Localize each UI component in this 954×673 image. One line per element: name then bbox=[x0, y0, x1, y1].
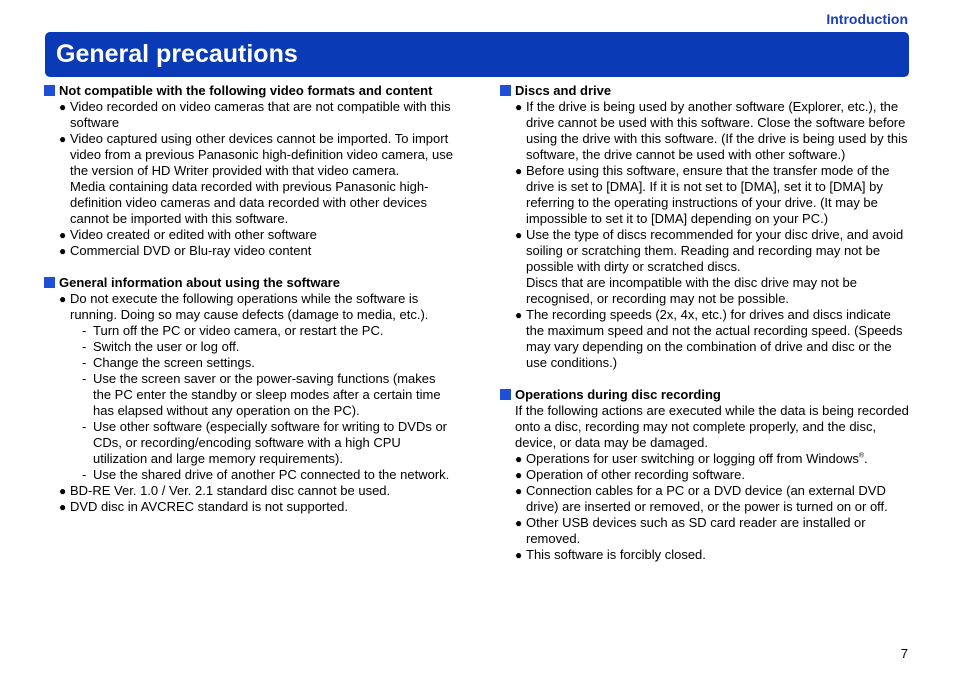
sub-item: - Turn off the PC or video camera, or restart the PC. bbox=[82, 323, 384, 338]
section-heading: General information about using the software bbox=[44, 275, 454, 291]
list-item: ● Do not execute the following operations while the software is running. Doing so may cause defects (damage to media, etc.). - Turn off the PC or video camera, or restart the PC. - Switch the user or log off. - Change the screen settings. - Use the screen saver or the power-saving functions (makes the PC enter the standby or sleep modes after a certain time has elapsed without any operation on the PC). - Use other software (especially software for writing to DVDs or CDs, or recording/encoding software with a high CPU utilization and large memory requirements). - Use the shared drive of another PC connected to the network. bbox=[59, 291, 454, 483]
bullet-icon: ● bbox=[515, 468, 523, 482]
formats-section bbox=[44, 83, 454, 259]
section-heading: Operations during disc recording bbox=[500, 387, 910, 403]
list-item: ● Other USB devices such as SD card reader are installed or removed. bbox=[515, 515, 866, 546]
page-title: General precautions bbox=[56, 40, 298, 68]
bullet-icon: ● bbox=[515, 228, 523, 242]
bullet-icon: ● bbox=[515, 452, 523, 466]
bullet-icon: ● bbox=[59, 228, 67, 242]
sub-item: - Use the screen saver or the power-saving functions (makes the PC enter the standby or sleep modes after a certain time has elapsed without any operation on the PC). bbox=[82, 371, 441, 418]
list-item: ● DVD disc in AVCREC standard is not supported. bbox=[59, 499, 348, 514]
sub-item: - Use the shared drive of another PC connected to the network. bbox=[82, 467, 450, 482]
bullet-icon: ● bbox=[515, 308, 523, 322]
square-marker-icon bbox=[44, 277, 55, 288]
page-number: 7 bbox=[900, 646, 908, 661]
list-item: ● BD-RE Ver. 1.0 / Ver. 2.1 standard disc cannot be used. bbox=[59, 483, 391, 498]
list-item: ● Connection cables for a PC or a DVD device (an external DVD drive) are inserted or removed, or the power is turned on or off. bbox=[515, 483, 888, 514]
note-text: Media containing data recorded with previous Panasonic high-definition video cameras and data recorded with other devices cannot be imported with this software. bbox=[70, 179, 429, 226]
list-item: ● This software is forcibly closed. bbox=[515, 547, 706, 562]
bullet-icon: ● bbox=[59, 500, 67, 514]
list-item: ● Operation of other recording software. bbox=[515, 467, 745, 482]
bullet-icon: ● bbox=[515, 164, 523, 178]
square-marker-icon bbox=[500, 85, 511, 96]
intro-text: If the following actions are executed while the data is being recorded onto a disc, recording may not complete properly, and the disc, device, or data may be damaged. bbox=[515, 403, 909, 450]
bullet-icon: ● bbox=[59, 484, 67, 498]
list-item: ● Before using this software, ensure that the transfer mode of the drive is set to [DMA]. If it is not set to [DMA], set it to [DMA] by referring to the operating instructions of your drive. (It may be impossible to set it to [DMA] depending on your PC.) bbox=[515, 163, 890, 226]
bullet-icon: ● bbox=[515, 516, 523, 530]
bullet-icon: ● bbox=[515, 548, 523, 562]
section-label: Introduction bbox=[826, 11, 908, 27]
bullet-icon: ● bbox=[59, 132, 67, 146]
list-item: ● Commercial DVD or Blu-ray video content bbox=[59, 243, 312, 258]
discs-section bbox=[500, 83, 910, 371]
square-marker-icon bbox=[500, 389, 511, 400]
section-heading: Not compatible with the following video formats and content bbox=[44, 83, 454, 99]
bullet-icon: ● bbox=[59, 292, 67, 306]
bullet-icon: ● bbox=[515, 484, 523, 498]
right-column bbox=[500, 83, 910, 579]
square-marker-icon bbox=[44, 85, 55, 96]
sub-item: - Change the screen settings. bbox=[82, 355, 255, 370]
left-column bbox=[44, 83, 454, 531]
list-item: ● If the drive is being used by another software (Explorer, etc.), the drive cannot be used with this software. Close the software before using the drive with this software. (If the drive is being used by this software, the drive cannot be used with other software.) bbox=[515, 99, 908, 162]
list-item: ● Video created or edited with other software bbox=[59, 227, 317, 242]
list-item: ● Use the type of discs recommended for your disc drive, and avoid soiling or scratching them. Reading and recording may not be possible with dirty or scratched discs. Discs that are incompatible with the disc drive may not be recognised, or recording may not be possible. bbox=[515, 227, 910, 307]
bullet-icon: ● bbox=[59, 244, 67, 258]
list-item: ● Operations for user switching or logging off from Windows®. bbox=[515, 451, 868, 466]
list-item: ● Video recorded on video cameras that are not compatible with this software bbox=[59, 99, 451, 130]
bullet-icon: ● bbox=[515, 100, 523, 114]
list-item: ● The recording speeds (2x, 4x, etc.) for drives and discs indicate the maximum speed and not the actual recording speed. (Speeds may vary depending on the combination of drive and disc or the use conditions.) bbox=[515, 307, 903, 370]
section-heading: Discs and drive bbox=[500, 83, 910, 99]
bullet-icon: ● bbox=[59, 100, 67, 114]
note-text: Discs that are incompatible with the disc drive may not be recognised, or recording may not be possible. bbox=[526, 275, 857, 306]
sub-item: - Switch the user or log off. bbox=[82, 339, 240, 354]
title-banner bbox=[45, 32, 909, 77]
operations-section bbox=[500, 387, 910, 563]
general-section bbox=[44, 275, 454, 515]
sub-item: - Use other software (especially software for writing to DVDs or CDs, or recording/encoding software with a high CPU utilization and large memory requirements). bbox=[82, 419, 448, 466]
list-item: ● Video captured using other devices cannot be imported. To import video from a previous Panasonic high-definition video camera, use the version of HD Writer provided with that video camera. Media containing data recorded with previous Panasonic high-definition video cameras and data recorded with other devices cannot be imported with this software. bbox=[59, 131, 453, 226]
